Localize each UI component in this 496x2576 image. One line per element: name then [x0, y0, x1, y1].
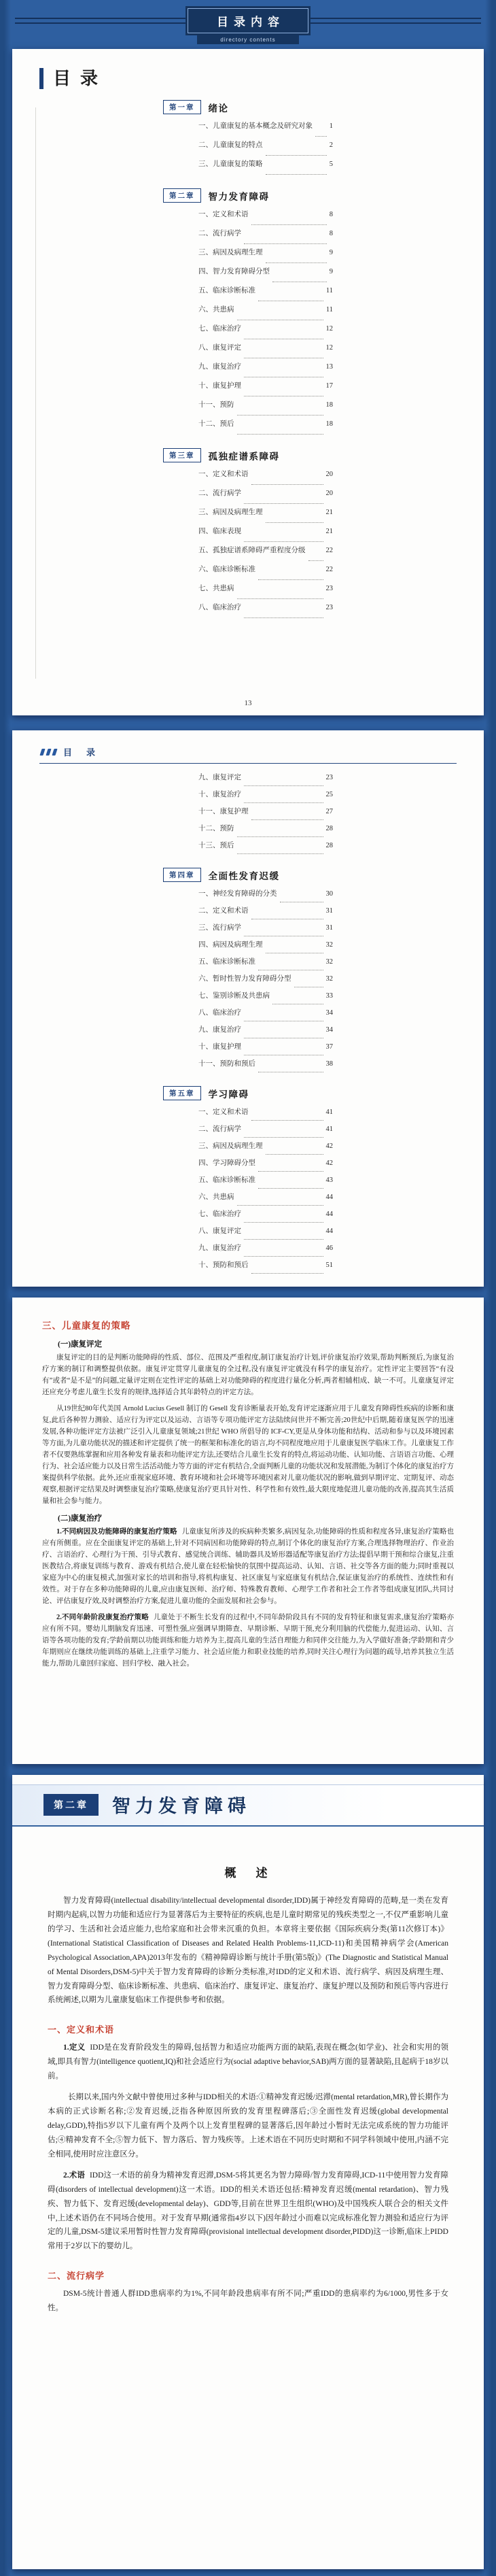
paragraph-text: 长期以来,国内外文献中曾使用过多种与IDD相关的术语:①精神发育迟缓/迟滞(mental retardation,MR),曾长期作为本病的正式诊断名称;②发育迟缓,泛指各种原因所致的发育里程碑落后;③全面性发育迟缓(global developmental delay,GDD),特指5岁以下儿童有两个及两个以上发育里程碑的显著落后,因年龄过小暂时无法完成系统的智力功能评估;④精神发育不全;⑤智力低下、智力落后、智力残疾等。上述术语在不同历史时期和不同学科领域中使用,内涵不完全相同,使用时应注意区分。: [48, 2093, 448, 2158]
toc-entry-page: 12: [325, 344, 333, 352]
toc-entry-label: 四、临床表现: [198, 528, 241, 536]
toc-entry-page: 20: [325, 471, 333, 479]
toc-entry-page: 20: [325, 490, 333, 498]
paragraph-lead: 2.术语: [63, 2171, 85, 2180]
toc-dotted-leader: [251, 224, 327, 225]
toc-chapter: [163, 188, 333, 437]
toc-entry-label: 五、临床诊断标准: [198, 958, 255, 966]
toc-dotted-leader: [315, 136, 327, 137]
toc-entry-label: 五、孤独症谱系障碍严重程度分级: [198, 547, 306, 555]
body-paragraph: [48, 2169, 448, 2254]
toc-chapter-title: 孤独症谱系障碍: [208, 451, 280, 462]
toc-entry: [163, 888, 333, 905]
chapter-number-badge: 第二章: [43, 1794, 99, 1816]
chapter-content: [12, 1863, 484, 2316]
toc-entry: [163, 1208, 333, 1225]
toc-entry: [163, 1041, 333, 1058]
toc-entry: [163, 247, 333, 266]
toc-title: 目录: [39, 68, 107, 89]
toc-dotted-leader: [244, 1222, 323, 1223]
toc-entry-label: 六、暂时性智力发育障碍分型: [198, 975, 291, 983]
toc-entry: [163, 1123, 333, 1140]
toc-entry-label: 七、临床治疗: [198, 1210, 241, 1218]
toc-entry: [163, 526, 333, 545]
toc-list-page1: [163, 100, 333, 621]
toc-entry-label: 九、康复治疗: [198, 1244, 241, 1252]
toc-entry: [163, 1174, 333, 1191]
header-decoration-icon: [52, 749, 57, 756]
toc-chapter-title: 全面性发育迟缓: [208, 870, 280, 881]
toc-entry-label: 二、儿童康复的特点: [198, 141, 263, 150]
toc-entry-page: 9: [329, 249, 333, 257]
toc-entry-label: 十、康复护理: [198, 1043, 241, 1051]
toc-banner: [14, 8, 482, 41]
toc-entry-page: 44: [325, 1210, 333, 1218]
paragraph-text: IDD这一术语的前身为精神发育迟滞,DSM-5将其更名为智力障碍/智力发育障碍,ICD-11中使用智力发育障碍(disorders of intellectual development)这一术语。IDD的相关术语还包括:精神发育迟缓(mental retardation)、智力残疾、智力低下、发育迟缓(developmental delay)、GDD等,目前在世界卫生组织(WHO)及中国残疾人联合会的相关文件中,上述术语仍在不同场合使用。对于发育早期(通常指4岁以下)因年龄过小而难以完成标准化智力测验和适应行为评定的儿童,DSM-5建议采用暂时性智力发育障碍(provisional intellectual development disorder,PIDD)这一诊断,临床上PIDD常用于2岁以下的婴幼儿。: [48, 2171, 449, 2251]
toc-entry-label: 六、临床诊断标准: [198, 566, 255, 574]
toc-entry-label: 八、康复评定: [198, 344, 241, 352]
banner-subtitle: directory contents: [197, 35, 299, 44]
toc-entry-page: 34: [325, 1009, 333, 1017]
toc-entry-page: 13: [325, 363, 333, 371]
toc-entry-label: 八、临床治疗: [198, 604, 241, 612]
toc-entry: [163, 1191, 333, 1208]
paragraph-text: 儿童处于不断生长发育的过程中,不同年龄阶段具有不同的发育特征和康复需求,康复治疗策略亦应有所不同。婴幼儿期脑发育迅速、可塑性强,应强调早期筛查、早期诊断、早期干预,充分利用脑的代偿能力,促进运动、认知、言语等各项功能的发育;学龄前期以功能训练和能力培养为主,提高儿童的生活自理能力和同伴交往能力,为入学做好准备;学龄期和青少年期则应在继续功能训练的基础上,注重学习能力、社会适应能力和职业技能的培养,同时关注心理行为问题的疏导,培养其独立生活能力,帮助儿童回归家庭、回归学校、融入社会。: [42, 1614, 455, 1667]
toc-dotted-leader: [258, 579, 323, 580]
toc-dotted-leader: [266, 522, 323, 523]
toc-entry: [163, 266, 333, 285]
toc-entry-page: 12: [325, 325, 333, 333]
toc-entry-page: 51: [325, 1261, 333, 1269]
toc-entry: [163, 507, 333, 526]
toc-chapter-label: 第二章: [163, 188, 201, 203]
toc-entry: [163, 158, 333, 177]
toc-dotted-leader: [237, 836, 323, 837]
toc-chapter-label: 第五章: [163, 1086, 201, 1100]
toc-chapter: [163, 772, 333, 857]
toc-entry-page: 22: [325, 547, 333, 555]
toc-entry: [163, 469, 333, 488]
toc-entry-label: 二、流行病学: [198, 230, 241, 238]
toc-entry-label: 二、流行病学: [198, 490, 241, 498]
toc-dotted-leader: [237, 415, 323, 416]
toc-chapter-heading: [163, 1086, 333, 1100]
body-paragraph: 康复评定的目的是判断功能障碍的性质、部位、范围及严重程度,制订康复治疗计划,评价康复治疗效果,帮助判断预后,为康复治疗方案的制订和调整提供依据。康复评定贯穿儿童康复的全过程,没有康复评定就没有科学的康复治疗。定性评定主要回答“有没有”或者“是不是”的问题,定量评定则在定性评定的基础上对功能障碍的程度进行量化分析,两者相辅相成、缺一不可。儿童康复评定还应充分考虑儿童生长发育的规律,选择适合其年龄特点的评定方法。: [42, 1354, 454, 1396]
toc-dotted-leader: [244, 1137, 323, 1138]
toc-entry-page: 23: [325, 604, 333, 612]
toc-entry: [163, 1157, 333, 1174]
toc-entry-page: 23: [325, 585, 333, 593]
toc-entry-page: 22: [325, 566, 333, 574]
toc-entry: [163, 488, 333, 507]
subsection-heading: (一)康复评定: [58, 1340, 103, 1349]
toc-dotted-leader: [244, 243, 327, 244]
toc-entry-label: 五、临床诊断标准: [198, 287, 255, 295]
toc-entry-page: 28: [325, 825, 333, 832]
section-heading: 一、定义和术语: [48, 2024, 115, 2035]
chapter-header-band: [12, 1784, 484, 1827]
toc-entry: [163, 361, 333, 380]
toc-entry-label: 八、康复评定: [198, 1227, 241, 1235]
toc-entry-label: 九、康复治疗: [198, 363, 241, 371]
toc-entry: [163, 139, 333, 158]
toc-entry-page: 30: [325, 890, 333, 898]
toc-entry-label: 三、儿童康复的策略: [198, 160, 263, 169]
toc-dotted-leader: [258, 1171, 323, 1172]
toc-entry-page: 32: [325, 958, 333, 966]
toc-dotted-leader: [244, 1239, 323, 1240]
toc-entry: [163, 1259, 333, 1276]
toc-entry-label: 一、定义和术语: [198, 211, 249, 219]
toc-entry: [163, 602, 333, 621]
toc-dotted-leader: [251, 484, 323, 485]
toc-chapter-heading: [163, 100, 333, 114]
toc-entry: [163, 1007, 333, 1024]
toc-entry-label: 十一、预防和预后: [198, 1060, 255, 1068]
toc-entry-page: 42: [325, 1142, 333, 1150]
paragraph-lead: 1.定义: [63, 2044, 86, 2052]
toc-entry: [163, 840, 333, 857]
toc-entry-page: 38: [325, 1060, 333, 1068]
toc-entry-label: 一、定义和术语: [198, 1108, 249, 1116]
toc-page-2: [12, 730, 484, 1287]
toc-entry-page: 43: [325, 1176, 333, 1184]
toc-entry-page: 27: [325, 808, 333, 815]
toc-entry-page: 11: [325, 306, 333, 314]
toc-dotted-leader: [251, 819, 323, 820]
toc-entry: [163, 342, 333, 361]
body-paragraph: 智力发育障碍(intellectual disability/intellectual developmental disorder,IDD)属于神经发育障碍的范畴,是一类在发育时期内起病,以智力功能和适应行为显著落后为主要特征的疾病,也是儿童时期常见的残疾类型之一,不仅严重影响儿童的学习、生活和社会适应能力,也给家庭和社会带来沉重的负担。本章将主要依据《国际疾病分类(第11次修订本)》(International Statistical Classification of Diseases and Related Health Problems-11,ICD-11)和美国精神病学会(American Psychological Association,APA)2013年发布的《精神障碍诊断与统计手册(第5版)》(The Diagnostic and Statistical Manual of Mental Disorders,DSM-5)中关于智力发育障碍的诊断分类标准,对IDD的定义和术语、流行病学、病因及病理生理、智力发育障碍分型、临床诊断标准、共患病、临床治疗、康复评定、康复治疗、康复护理以及预防和预后等内容进行系统阐述,以期为儿童康复临床工作提供参考和依据。: [48, 1897, 448, 2005]
toc-entry: [163, 1106, 333, 1123]
toc-dotted-leader: [266, 155, 327, 156]
toc-entry-label: 四、智力发育障碍分型: [198, 268, 270, 276]
toc-entry-page: 9: [329, 268, 333, 276]
toc-entry-label: 一、定义和术语: [198, 471, 249, 479]
toc-entry-label: 三、病因及病理生理: [198, 1142, 263, 1150]
toc-chapter: [163, 868, 333, 1075]
toc-dotted-leader: [251, 1120, 323, 1121]
toc-chapter-title: 学习障碍: [208, 1089, 249, 1100]
toc-entry-label: 三、病因及病理生理: [198, 249, 263, 257]
toc-entry-page: 17: [325, 382, 333, 390]
toc-chapter-heading: [163, 188, 333, 203]
toc-dotted-leader: [244, 802, 323, 803]
toc-entry-page: 21: [325, 509, 333, 517]
toc-entry: [163, 823, 333, 840]
toc-entry-label: 五、临床诊断标准: [198, 1176, 255, 1184]
chapter2-page: [12, 1775, 484, 2569]
body-paragraph: [48, 2090, 448, 2162]
toc-entry-label: 九、康复治疗: [198, 1026, 241, 1034]
toc-entry-page: 28: [325, 842, 333, 849]
toc-entry-label: 三、流行病学: [198, 924, 241, 932]
toc-entry: [163, 922, 333, 939]
toc-chapter-heading: [163, 868, 333, 882]
toc-entry-label: 十、康复治疗: [198, 791, 241, 798]
header-decoration-icon: [39, 749, 45, 756]
toc-dotted-leader: [251, 1273, 323, 1274]
toc-entry-label: 三、病因及病理生理: [198, 509, 263, 517]
toc-chapter: [163, 1086, 333, 1276]
toc-entry-label: 十二、预防: [198, 825, 234, 832]
toc-entry-page: 23: [325, 774, 333, 781]
toc-dotted-leader: [237, 434, 323, 435]
toc-entry: [163, 990, 333, 1007]
toc-dotted-leader: [237, 1205, 323, 1206]
toc-entry-page: 32: [325, 975, 333, 983]
toc-entry: [163, 120, 333, 139]
toc-entry: [163, 304, 333, 323]
toc-entry-page: 18: [325, 401, 333, 409]
toc-entry: [163, 1225, 333, 1242]
toc-entry-page: 8: [329, 211, 333, 219]
toc-dotted-leader: [266, 174, 327, 175]
running-header: [39, 741, 457, 764]
body-paragraph: 从19世纪80年代美国 Arnold Lucius Gesell 制订的 Gesell 发育诊断量表开始,发育评定逐渐应用于儿童发育障碍性疾病的诊断和康复,此后各种智力测验、适应行为评定以及运动、言语等专项功能评定方法陆续问世并不断完善;20世纪中后期,随着康复医学的迅速发展,各种功能评定方法被广泛引入儿童康复领域;21世纪 WHO 所倡导的 ICF-CY,更是从身体功能和结构、活动和参与以及环境因素等方面,为儿童功能状况的描述和评定提供了统一的框架和标准化的语言,均不同程度地应用于儿童康复医学临床工作。儿童康复工作者不仅要熟练掌握和应用各种发育量表和功能评定方法,还要结合儿童生长发育的特点,将运动功能、认知功能、言语语言功能、心理行为、社会适应能力以及日常生活活动能力等方面的评定有机结合,全面判断儿童的功能状况和发展潜能,为制订个体化的康复治疗方案提供科学依据。此外,还应重视家庭环境、教育环境和社会环境等环境因素对儿童功能状况的影响,做到早期评定、定期复评、动态观察,根据评定结果及时调整康复治疗策略,使康复治疗更具针对性、科学性和有效性,最大限度地促进儿童功能的改善,提高其生活质量和社会参与能力。: [42, 1405, 454, 1505]
toc-entry-label: 十一、预防: [198, 401, 234, 409]
toc-entry-label: 一、神经发育障碍的分类: [198, 890, 277, 898]
toc-entry-page: 44: [325, 1227, 333, 1235]
toc-entry-label: 四、学习障碍分型: [198, 1159, 255, 1167]
toc-entry: [163, 418, 333, 437]
toc-entry-page: 2: [329, 141, 333, 150]
body-paragraph: [48, 2041, 448, 2084]
paragraph-text: IDD是在发育阶段发生的障碍,包括智力和适应功能两方面的缺陷,表现在概念(如学业)、社会和实用的领域,即具有智力(intelligence quotient,IQ)和社会适应行为(social adaptive behavior,SAB)两方面的显著缺陷,且起病于18岁以前。: [48, 2044, 449, 2081]
toc-entry-label: 一、儿童康复的基本概念及研究对象: [198, 122, 313, 131]
banner-badge: [188, 8, 308, 44]
toc-entry: [163, 1024, 333, 1041]
toc-entry-page: 33: [325, 992, 333, 1000]
section-heading: 三、儿童康复的策略: [42, 1321, 131, 1331]
toc-entry-page: 41: [325, 1108, 333, 1116]
toc-list-page2: [163, 772, 333, 1276]
toc-entry-label: 八、临床治疗: [198, 1009, 241, 1017]
toc-entry: [163, 1140, 333, 1157]
banner-title: 目录内容: [188, 8, 308, 33]
toc-entry-label: 十三、预后: [198, 842, 234, 849]
toc-entry-label: 十一、康复护理: [198, 808, 249, 815]
toc-entry: [163, 285, 333, 304]
toc-chapter-title: 智力发育障碍: [208, 191, 270, 202]
running-header-title: 目 录: [63, 747, 99, 758]
toc-chapter-heading: [163, 448, 333, 462]
section-heading: 二、流行病学: [48, 2271, 105, 2282]
header-decoration-icon: [46, 749, 51, 756]
chapter-title: 智力发育障碍: [112, 1796, 251, 1816]
toc-entry: [163, 323, 333, 342]
toc-entry: [163, 905, 333, 922]
toc-chapter: [163, 100, 333, 177]
toc-entry: [163, 1058, 333, 1075]
toc-entry-page: 32: [325, 941, 333, 949]
subsection-heading: (二)康复治疗: [58, 1514, 103, 1523]
toc-entry-label: 六、共患病: [198, 1193, 234, 1201]
toc-entry-label: 九、康复评定: [198, 774, 241, 781]
toc-dotted-leader: [266, 1154, 323, 1155]
toc-dotted-leader: [237, 598, 323, 599]
toc-entry-page: 34: [325, 1026, 333, 1034]
toc-entry-page: 37: [325, 1043, 333, 1051]
toc-entry-page: 31: [325, 907, 333, 915]
overview-heading: 概 述: [224, 1867, 272, 1880]
toc-chapter-label: 第四章: [163, 868, 201, 882]
toc-entry-label: 十二、预后: [198, 420, 234, 428]
toc-entry-label: 十、康复护理: [198, 382, 241, 390]
body-paragraph: DSM-5统计普通人群IDD患病率约为1%,不同年龄段患病率有所不同;严重IDD的患病率约为6/1000,男性多于女性。: [48, 2290, 448, 2313]
toc-entry: [163, 545, 333, 564]
toc-entry-label: 二、流行病学: [198, 1125, 241, 1133]
toc-entry-page: 8: [329, 230, 333, 238]
toc-entry: [163, 583, 333, 602]
toc-entry: [163, 399, 333, 418]
toc-dotted-leader: [258, 1188, 323, 1189]
toc-dotted-leader: [308, 560, 323, 561]
toc-entry-page: 41: [325, 1125, 333, 1133]
toc-entry: [163, 789, 333, 806]
toc-entry: [163, 939, 333, 956]
toc-dotted-leader: [244, 503, 323, 504]
toc-dotted-leader: [244, 1256, 323, 1257]
toc-chapter: [163, 448, 333, 621]
toc-entry-page: 11: [325, 287, 333, 295]
toc-entry-label: 七、共患病: [198, 585, 234, 593]
toc-entry-page: 5: [329, 160, 333, 169]
toc-entry-page: 25: [325, 791, 333, 798]
toc-page-1: [12, 49, 484, 715]
toc-entry-label: 二、定义和术语: [198, 907, 249, 915]
toc-entry-page: 44: [325, 1193, 333, 1201]
page-number: 13: [244, 699, 252, 707]
toc-entry-page: 21: [325, 528, 333, 536]
paragraph-lead: 1.不同病因及功能障碍的康复治疗策略: [56, 1528, 177, 1536]
toc-entry-page: 42: [325, 1159, 333, 1167]
toc-dotted-leader: [244, 785, 323, 786]
toc-entry: [163, 228, 333, 247]
toc-entry-page: 46: [325, 1244, 333, 1252]
toc-entry: [163, 380, 333, 399]
toc-entry-label: 七、临床治疗: [198, 325, 241, 333]
toc-entry-label: 十、预防和预后: [198, 1261, 249, 1269]
toc-entry: [163, 772, 333, 789]
toc-entry: [163, 806, 333, 823]
body-paragraph: [42, 1612, 454, 1670]
toc-entry-label: 七、鉴别诊断及共患病: [198, 992, 270, 1000]
toc-entry-label: 四、病因及病理生理: [198, 941, 263, 949]
toc-entry: [163, 956, 333, 973]
toc-dotted-leader: [244, 617, 323, 618]
toc-entry-label: 六、共患病: [198, 306, 234, 314]
toc-chapter-label: 第三章: [163, 448, 201, 462]
toc-entry: [163, 973, 333, 990]
toc-dotted-leader: [237, 853, 323, 854]
content-page-strategy: [12, 1298, 484, 1764]
toc-entry: [163, 1242, 333, 1259]
toc-entry-page: 31: [325, 924, 333, 932]
toc-dotted-leader: [266, 262, 327, 263]
toc-entry: [163, 209, 333, 228]
toc-dotted-leader: [244, 541, 323, 542]
toc-chapter-title: 绪论: [208, 103, 229, 114]
paragraph-text: 儿童康复所涉及的疾病种类繁多,病因复杂,功能障碍的性质和程度各异,康复治疗策略也应有所侧重。应在全面康复评定的基础上,针对不同病因和功能障碍的特点,制订个体化的康复治疗方案,合理选择物理治疗、作业治疗、言语治疗、心理行为干预、引导式教育、感觉统合训练、辅助器具及矫形器适配等康复治疗方法;提倡早期干预和综合康复,注重医教结合,将康复训练与教育、游戏有机结合,使儿童在轻松愉快的氛围中提高运动、认知、言语、社交等各方面的能力;同时重视以家庭为中心的康复模式,加强对家长的培训和指导,将机构康复、社区康复与家庭康复有机结合,保证康复治疗的系统性、连续性和有效性。对于存在多种功能障碍的儿童,应由康复医师、治疗师、特殊教育教师、心理学工作者和社会工作者等组成康复团队,共同讨论、评估康复疗效,及时调整治疗方案,促进儿童功能的全面发展和社会参与。: [42, 1528, 455, 1605]
toc-entry-page: 1: [329, 122, 333, 131]
body-paragraph: [42, 1526, 454, 1607]
toc-chapter-label: 第一章: [163, 100, 201, 114]
paragraph-lead: 2.不同年龄阶段康复治疗策略: [56, 1614, 149, 1621]
toc-entry: [163, 564, 333, 583]
toc-entry-page: 18: [325, 420, 333, 428]
